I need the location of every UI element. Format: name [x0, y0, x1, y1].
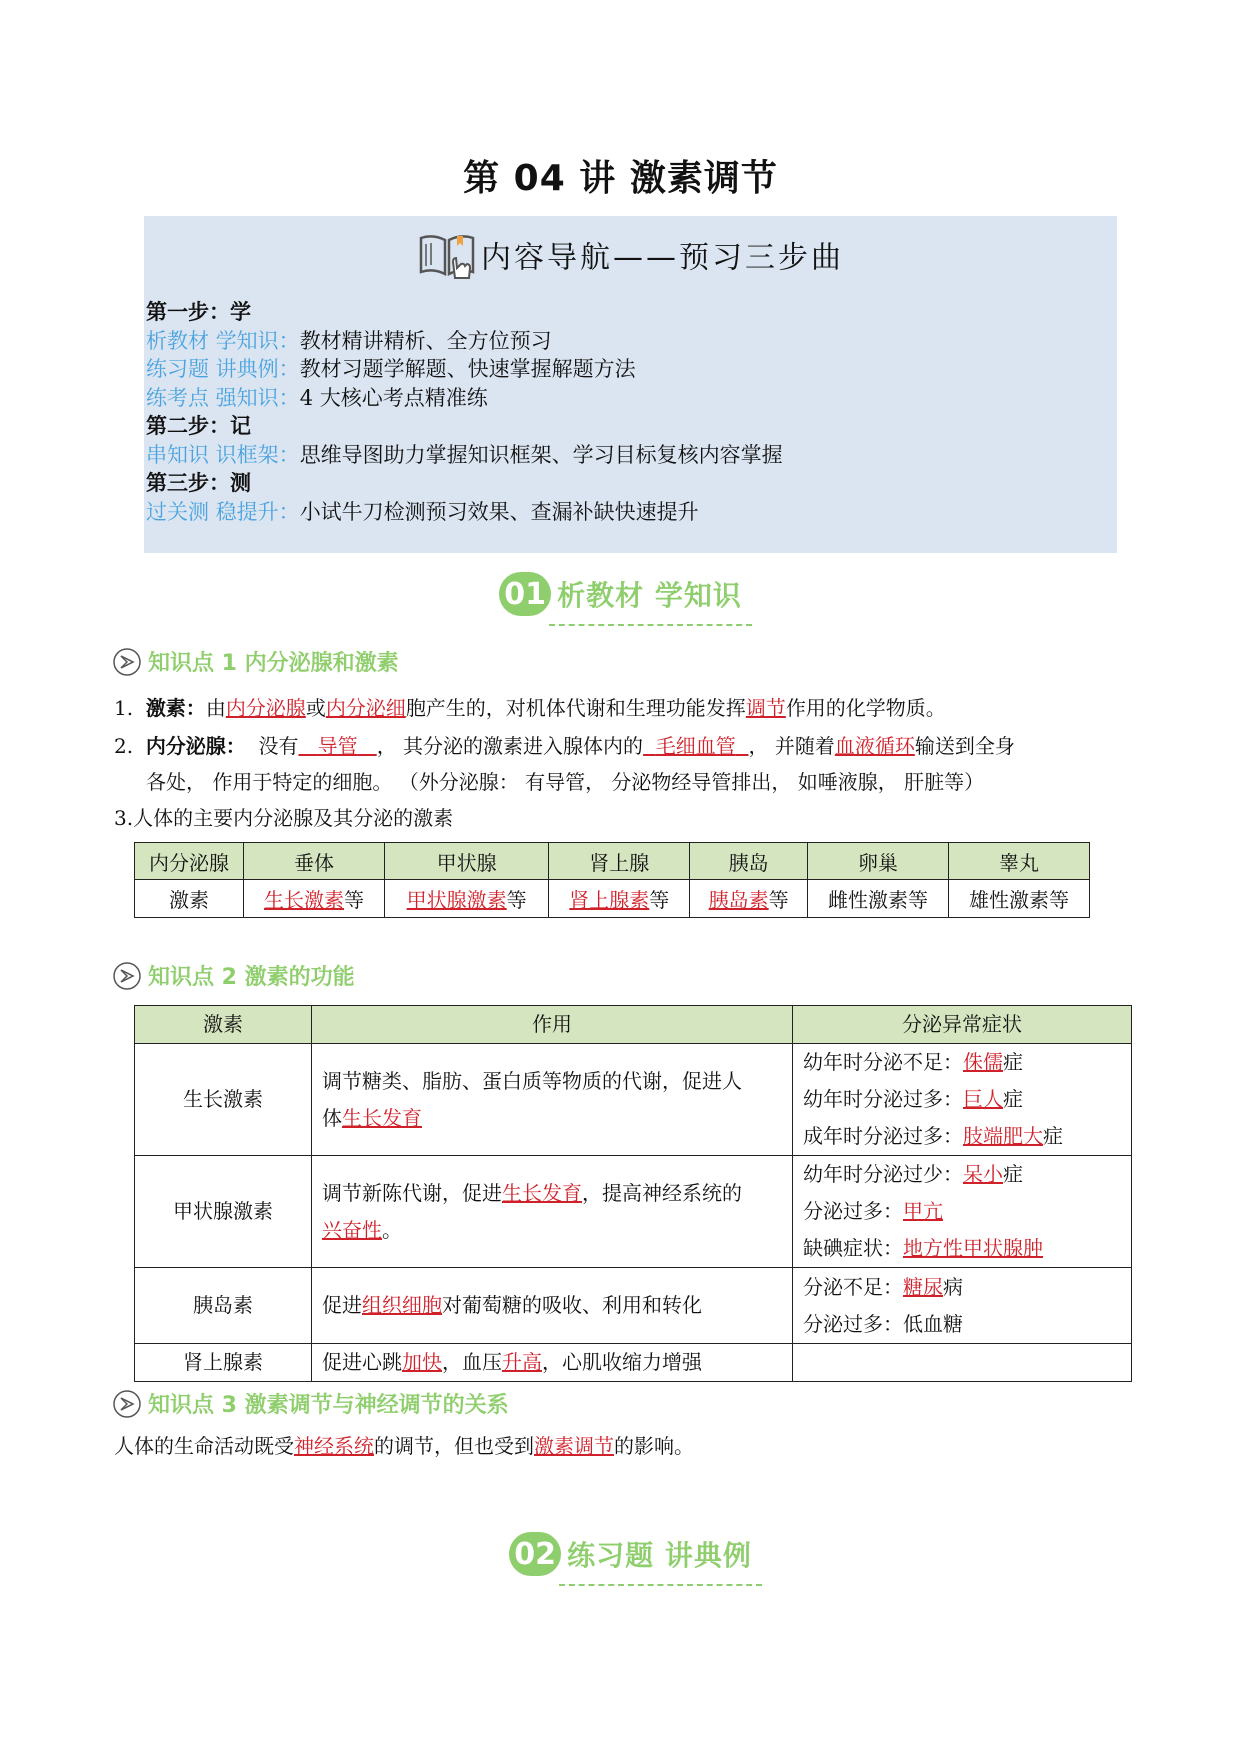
- page-title: 第 04 讲 激素调节: [463, 158, 778, 199]
- step-3: 第三步：测: [146, 471, 251, 495]
- kp1-line2-cont: 各处， 作用于特定的细胞。 （外分泌腺： 有导管， 分泌物经导管排出， 如唾液腺， 肝脏等）: [146, 770, 985, 794]
- book-pointer-icon: [417, 230, 477, 288]
- nav-lines: [146, 298, 783, 526]
- kp1-line1: 1. 激素：由内分泌腺或内分泌细胞产生的，对机体代谢和生理功能发挥调节作用的化学物质。: [114, 696, 946, 720]
- arrow-circle-icon: [112, 961, 142, 991]
- kp1-line2: 2. 内分泌腺： 没有 导管 ， 其分泌的激素进入腺体内的 毛细血管 ， 并随着血液循环输送到全身: [114, 734, 1015, 758]
- nav-item: 析教材 学知识：教材精讲精析、全方位预习: [146, 328, 552, 353]
- kp2-title: 知识点 2 激素的功能: [148, 965, 355, 990]
- section-number: 02: [509, 1532, 561, 1576]
- section-02-header: [0, 1532, 1241, 1576]
- hormone-function-table: [134, 1005, 1132, 1382]
- step-1: 第一步：学: [146, 300, 251, 324]
- kp1-heading: [112, 646, 399, 677]
- section-01-header: [0, 572, 1241, 616]
- table-row: 内分泌腺 垂体 甲状腺 肾上腺 胰岛 卵巢 睾丸: [135, 843, 1090, 880]
- kp2-heading: [112, 960, 355, 991]
- table-row: 激素 生长激素等 甲状腺激素等 肾上腺素等 胰岛素等 雌性激素等 雄性激素等: [135, 880, 1090, 918]
- dashed-underline: [559, 1584, 762, 1586]
- section-label: 析教材 学知识: [557, 579, 742, 612]
- nav-item: 串知识 识框架：思维导图助力掌握知识框架、学习目标复核内容掌握: [146, 442, 783, 467]
- gland-table: [134, 842, 1090, 918]
- table-row: 激素 作用 分泌异常症状: [135, 1006, 1132, 1044]
- nav-heading-text: 内容导航——预习三步曲: [481, 240, 844, 276]
- step-2: 第二步：记: [146, 414, 251, 438]
- nav-item: 练考点 强知识：4 大核心考点精准练: [146, 385, 488, 410]
- kp1-title: 知识点 1 内分泌腺和激素: [148, 651, 399, 676]
- dashed-underline: [549, 624, 752, 626]
- kp3-title: 知识点 3 激素调节与神经调节的关系: [148, 1393, 509, 1418]
- nav-item: 过关测 稳提升：小试牛刀检测预习效果、查漏补缺快速提升: [146, 499, 699, 524]
- table-row: 肾上腺素 促进心跳加快，血压升高，心肌收缩力增强: [135, 1344, 1132, 1382]
- nav-item: 练习题 讲典例：教材习题学解题、快速掌握解题方法: [146, 357, 636, 381]
- kp3-text: 人体的生命活动既受神经系统的调节，但也受到激素调节的影响。: [114, 1434, 694, 1458]
- nav-heading: [144, 230, 1117, 288]
- arrow-circle-icon: [112, 1389, 142, 1419]
- section-label: 练习题 讲典例: [567, 1539, 752, 1572]
- table-row: 生长激素 调节糖类、脂肪、蛋白质等物质的代谢，促进人 体生长发育 幼年时分泌不足：侏儒症 幼年时分泌过多：巨人症 成年时分泌过多：肢端肥大症: [135, 1044, 1132, 1156]
- arrow-circle-icon: [112, 647, 142, 677]
- nav-panel: [144, 216, 1117, 553]
- kp3-heading: [112, 1388, 509, 1419]
- kp1-line3: 3.人体的主要内分泌腺及其分泌的激素: [114, 806, 454, 830]
- table-row: 甲状腺激素 调节新陈代谢，促进生长发育，提高神经系统的 兴奋性。 幼年时分泌过少：呆小症 分泌过多：甲亢 缺碘症状：地方性甲状腺肿: [135, 1156, 1132, 1268]
- section-number: 01: [499, 572, 551, 616]
- table-row: 胰岛素 促进组织细胞对葡萄糖的吸收、利用和转化 分泌不足：糖尿病 分泌过多：低血糖: [135, 1268, 1132, 1344]
